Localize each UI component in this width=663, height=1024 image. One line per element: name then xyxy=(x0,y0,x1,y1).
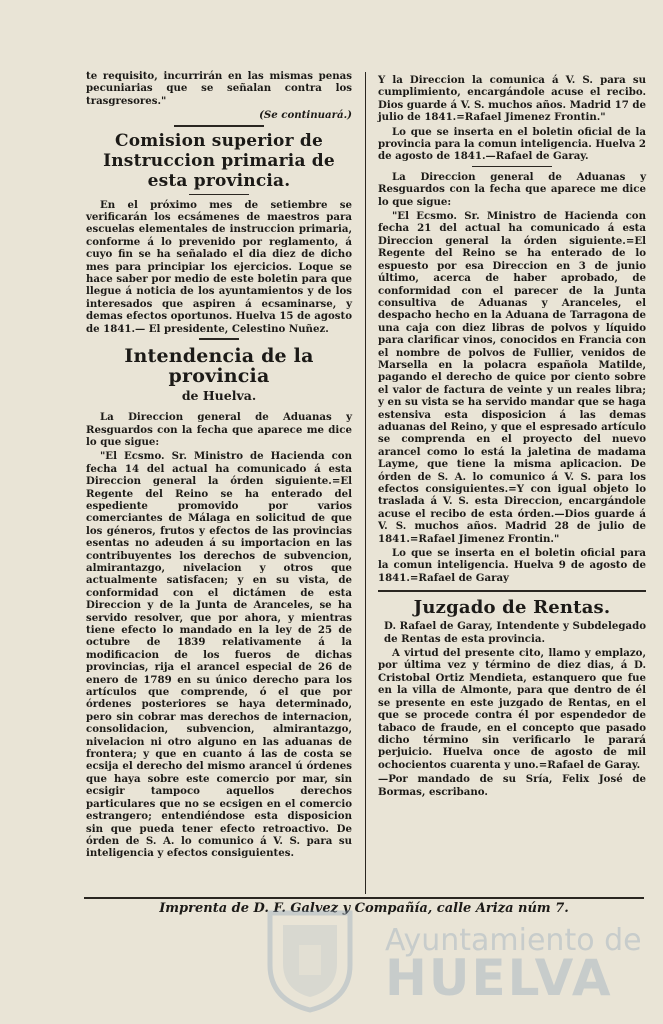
column-divider xyxy=(365,72,366,894)
right-column xyxy=(378,74,646,800)
archive-watermark xyxy=(255,905,655,1015)
comision-body: En el próximo mes de setiembre se verificarán los ecsámenes de maestros para escuelas elementales de instruccion primaria, conforme á lo prevenido por reglamento, á cuyo fin se ha señalado el dia diez de dicho mes para principiar los ejercicios. Loque se hace saber por medio de este boletin para que llegue á noticia de los ayuntamientos y de los interesados que aspiren á ecsaminarse, y demas efectos oportunos. Huelva 15 de agosto de 1841.— El presidente, Celestino Nuñez. xyxy=(86,198,352,335)
right-para-3-body: "El Ecsmo. Sr. Ministro de Hacienda con fecha 21 del actual ha comunicado á esta Direccion general la órden siguiente.=El Regente del Reino se ha enterado de lo espuesto por esa Direccion en 3 de junio último, acerca de haber aprobado, de conformidad con el parecer de la Junta consultiva de Aduanas y Aranceles, el despacho hecho en la Aduana de Tarragona de una caja con diez libras de polvos y líquido para clarificar vinos, conocidos en Francia con el nombre de polvos de Fullier, venidos de Marsella en la polacra española Matilde, pagando el derecho de quice por ciento sobre el valor de factura de veinte y un reales libra; y en su vista se ha servido mandar que se haga estensiva esta disposicion á las demas aduanas del Reino, y que el espresado artículo se comprenda en el proyecto del nuevo arancel como lo está la jaletina de madama Layme, que tiene la misma aplicacion. De órden de S. A. lo comunico á V. S. para los efectos consiguientes.=Y con igual objeto lo traslada á V. S. esta Direccion, encargándole acuse el recibo de esta órden.—Dios guarde á V. S. muchos años. Madrid 28 de julio de 1841.=Rafael Jimenez Frontin." xyxy=(378,210,646,545)
footer-rule xyxy=(84,897,644,899)
section-title-juzgado: Juzgado de Rentas. xyxy=(413,597,611,619)
right-para-4: Lo que se inserta en el boletin oficial para la comun inteligencia. Huelva 9 de agosto de 1841.=Rafael de Garay xyxy=(378,547,646,584)
left-column xyxy=(86,70,352,862)
divider xyxy=(189,194,249,195)
intendencia-intro: La Direccion general de Aduanas y Resguardos con la fecha que aparece me dice lo que sigue: xyxy=(86,411,352,448)
watermark-line-1: Ayuntamiento de xyxy=(385,923,642,958)
juzgado-body: A virtud del presente cito, llamo y emplazo, por última vez y término de diez dias, á D. Cristobal Ortiz Mendieta, estanquero que fue en la villa de Almonte, para que dentro de él se presente en este juzgado de Rentas, en el que se procede contra él por espendedor de tabaco de fraude, en el concepto que pasado dicho término sin verificarlo le parará perjuicio. Huelva once de agosto de mil ochocientos cuarenta y uno.=Rafael de Garay. xyxy=(378,647,646,771)
section-title-comision: Comision superior de Instruccion primaria de esta provincia. xyxy=(103,130,335,191)
juzgado-subtitle: D. Rafael de Garay, Intendente y Subdelegado de Rentas de esta provincia. xyxy=(384,620,646,645)
imprint-line: Imprenta de D. F. Galvez y Compañía, calle Ariza núm 7. xyxy=(159,901,569,916)
divider xyxy=(378,590,646,592)
right-para-3-intro: La Direccion general de Aduanas y Resguardos con la fecha que aparece me dice lo que sigue: xyxy=(378,170,646,208)
right-para-2: Lo que se inserta en el boletin oficial de la provincia para la comun inteligencia. Huelva 2 de agosto de 1841.—Rafael de Garay. xyxy=(378,125,646,163)
juzgado-signature: —Por mandado de su Sría, Felix José de Bormas, escribano. xyxy=(378,773,646,798)
left-intro-text: te requisito, incurrirán en las mismas penas pecuniarias que se señalan contra los trasgresores." xyxy=(86,70,352,107)
divider xyxy=(472,166,552,167)
divider xyxy=(199,338,239,340)
section-title-intendencia: Intendencia de la provincia xyxy=(124,345,314,388)
shield-seal-icon xyxy=(255,905,365,1015)
right-para-1: Y la Direccion la comunica á V. S. para su cumplimiento, encargándole acuse el recibo. Dios guarde á V. S. muchos años. Madrid 17 de julio de 1841.=Rafael Jimenez Frontin." xyxy=(378,74,646,124)
intendencia-body: "El Ecsmo. Sr. Ministro de Hacienda con fecha 14 del actual ha comunicado á esta Direccion general la órden siguiente.=El Regente del Reino se ha enterado del espediente promovido por varios comerciantes de Málaga en solicitud de que los géneros, frutos y efectos de las provincias esentas no adeuden á su importacion en las contribuyentes los derechos de subvencion, almirantazgo, nivelacion y otros que actualmente satisfacen; y en su vista, de conformidad con el dictámen de esta Direccion y de la Junta de Aranceles, se ha servido resolver, que por ahora, y mientras tiene efecto lo mandado en la ley de 25 de octubre de 1839 relativamente á la modificacion de los fueros de dichas provincias, rija el arancel especial de 26 de enero de 1789 en su único derecho para los artículos que comprende, ó el que por órdenes posteriores se haya determinado, pero sin cobrar mas derechos de internacion, consolidacion, subvencion, almirantazgo, nivelacion ni otro alguno en las aduanas de frontera; y que en cuanto á las de costa se ecsija el derecho del mismo arancel ú órdenes que haya sobre este comercio por mar, sin ecsigir tampoco aquellos derechos particulares que no se ecsigen en el comercio estrangero; entendiéndose esta disposicion sin que pueda tener efecto retroactivo. De órden de S. A. lo comunico á V. S. para su inteligencia y efectos consiguientes. xyxy=(86,450,352,860)
divider xyxy=(174,125,264,127)
continuation-note: (Se continuará.) xyxy=(259,109,352,122)
section-subtitle-huelva: de Huelva. xyxy=(181,388,257,404)
watermark-line-2: HUELVA xyxy=(385,949,613,1007)
